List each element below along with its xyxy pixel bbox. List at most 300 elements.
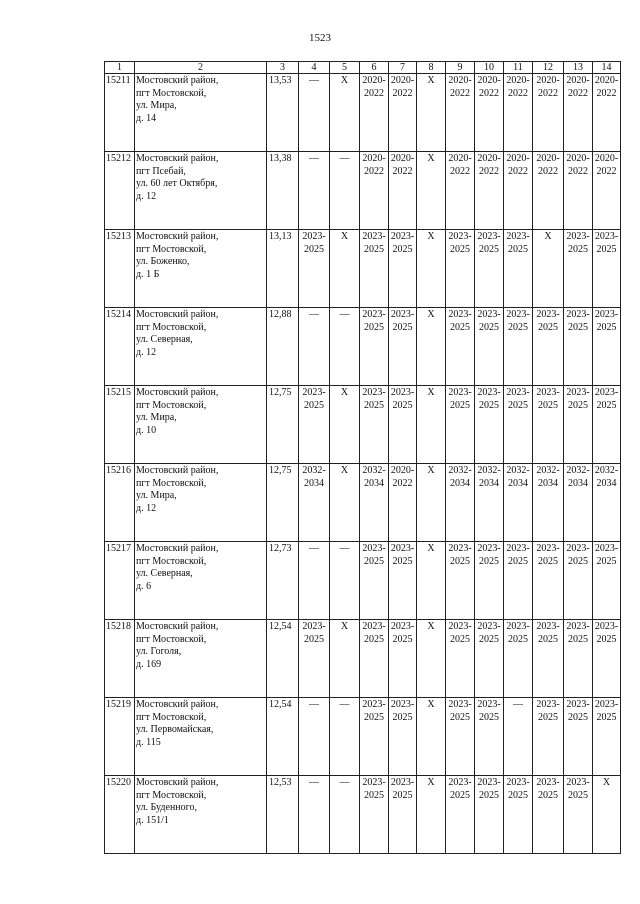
area-cell: 13,53: [267, 74, 299, 152]
period-end: 2022: [364, 165, 384, 177]
period-end: 2025: [364, 633, 384, 645]
area-cell: 12,73: [267, 542, 299, 620]
period-start: 2032-: [506, 465, 530, 476]
period-cell: [593, 386, 621, 464]
address-cell: [135, 74, 267, 152]
period-start: 2023-: [362, 309, 386, 320]
period-cell: [593, 542, 621, 620]
period-start: 2020-: [448, 153, 472, 164]
period-start: 2023-: [566, 387, 590, 398]
period-cell: [360, 542, 389, 620]
period-cell: [533, 386, 564, 464]
period-start: 2023-: [536, 543, 560, 554]
period-start: 2023-: [594, 387, 619, 398]
period-end: 2022: [538, 165, 558, 177]
period-end: 2022: [508, 165, 528, 177]
period-start: 2020-: [390, 153, 415, 164]
row-number-cell: 15216: [105, 464, 135, 542]
address-cell: [135, 386, 267, 464]
period-value: Х: [427, 387, 435, 398]
period-end: 2025: [508, 555, 528, 567]
period-value: [504, 308, 532, 334]
period-end: 2022: [450, 165, 470, 177]
table-row: [105, 776, 621, 854]
period-end: 2034: [568, 477, 588, 489]
address-line: ул. Боженко,: [136, 256, 190, 267]
period-value: [299, 464, 329, 490]
period-cell: [504, 74, 533, 152]
period-value: Х: [427, 465, 435, 476]
period-cell: [446, 776, 475, 854]
period-value: [360, 776, 388, 802]
period-end: 2025: [596, 633, 617, 645]
period-start: 2023-: [506, 387, 530, 398]
period-cell: [564, 152, 593, 230]
header-cell: 13: [564, 62, 593, 74]
period-cell: [564, 776, 593, 854]
period-start: 2020-: [506, 153, 530, 164]
table-row: [105, 698, 621, 776]
period-cell: [446, 698, 475, 776]
period-value: [533, 542, 563, 568]
period-value: [504, 74, 532, 100]
period-start: 2020-: [594, 75, 619, 86]
period-value: [360, 308, 388, 334]
period-cell: [533, 542, 564, 620]
period-cell: [417, 620, 446, 698]
period-end: 2025: [568, 789, 588, 801]
period-cell: [417, 308, 446, 386]
period-value: [533, 386, 563, 412]
period-value: [593, 308, 620, 334]
period-start: 2020-: [566, 75, 590, 86]
period-cell: [446, 386, 475, 464]
period-end: 2025: [568, 243, 588, 255]
period-cell: [564, 698, 593, 776]
period-value: [593, 542, 620, 568]
period-value: —: [339, 777, 350, 788]
period-start: 2023-: [536, 777, 560, 788]
period-start: 2023-: [448, 621, 472, 632]
period-end: 2025: [450, 789, 470, 801]
period-value: [564, 542, 592, 568]
period-start: 2020-: [477, 153, 501, 164]
period-cell: [299, 542, 330, 620]
period-end: 2025: [596, 243, 617, 255]
period-end: 2034: [508, 477, 528, 489]
period-cell: [360, 152, 389, 230]
period-end: 2025: [450, 555, 470, 567]
period-value: [446, 776, 474, 802]
period-end: 2025: [392, 633, 413, 645]
period-start: 2023-: [594, 309, 619, 320]
header-cell: 8: [417, 62, 446, 74]
area-cell: 13,38: [267, 152, 299, 230]
period-cell: [533, 308, 564, 386]
period-start: 2023-: [477, 387, 501, 398]
period-value: [504, 386, 532, 412]
period-end: 2025: [304, 633, 324, 645]
period-start: 2023-: [536, 309, 560, 320]
address-cell: [135, 776, 267, 854]
period-cell: [330, 464, 360, 542]
period-value: [504, 542, 532, 568]
period-end: 2022: [392, 165, 413, 177]
period-cell: [593, 620, 621, 698]
period-cell: [330, 230, 360, 308]
row-number-cell: 15218: [105, 620, 135, 698]
period-cell: [564, 542, 593, 620]
period-value: [389, 74, 416, 100]
period-start: 2023-: [362, 777, 386, 788]
period-start: 2023-: [566, 699, 590, 710]
period-cell: [299, 464, 330, 542]
period-start: 2023-: [390, 699, 415, 710]
period-value: —: [513, 699, 523, 710]
period-cell: [389, 464, 417, 542]
period-value: Х: [427, 231, 435, 242]
table-row: [105, 620, 621, 698]
period-start: 2020-: [566, 153, 590, 164]
period-value: Х: [340, 621, 349, 632]
period-end: 2022: [392, 87, 413, 99]
period-start: 2023-: [477, 621, 501, 632]
period-cell: [533, 74, 564, 152]
period-end: 2022: [596, 165, 617, 177]
period-cell: [389, 230, 417, 308]
period-end: 2025: [508, 789, 528, 801]
table-row: [105, 74, 621, 152]
period-value: [475, 308, 503, 334]
period-start: 2020-: [390, 465, 415, 476]
period-value: —: [309, 153, 319, 164]
period-start: 2023-: [477, 543, 501, 554]
period-value: [533, 152, 563, 178]
address-line: пгт Мостовской,: [136, 477, 207, 489]
period-end: 2025: [568, 711, 588, 723]
period-end: 2022: [479, 87, 499, 99]
period-cell: [446, 74, 475, 152]
period-end: 2022: [538, 87, 558, 99]
period-cell: [504, 542, 533, 620]
period-end: 2034: [304, 477, 324, 489]
period-cell: [417, 464, 446, 542]
area-cell: 12,88: [267, 308, 299, 386]
period-start: 2032-: [362, 465, 386, 476]
period-cell: [389, 386, 417, 464]
period-start: 2020-: [477, 75, 501, 86]
period-start: 2032-: [594, 465, 619, 476]
address-cell: [135, 542, 267, 620]
period-value: —: [339, 309, 350, 320]
period-value: [504, 776, 532, 802]
address-line: Мостовский район,: [136, 231, 219, 242]
period-value: Х: [427, 699, 435, 710]
period-value: [475, 698, 503, 724]
period-value: Х: [427, 777, 435, 788]
period-start: 2023-: [477, 699, 501, 710]
period-cell: [330, 542, 360, 620]
period-end: 2034: [596, 477, 617, 489]
period-cell: [504, 386, 533, 464]
address-line: ул. Северная,: [136, 334, 193, 345]
period-start: 2023-: [477, 309, 501, 320]
period-end: 2022: [479, 165, 499, 177]
period-cell: [330, 152, 360, 230]
period-cell: [475, 542, 504, 620]
period-start: 2023-: [362, 387, 386, 398]
header-cell: 9: [446, 62, 475, 74]
period-cell: [504, 698, 533, 776]
period-start: 2023-: [448, 543, 472, 554]
address-cell: [135, 308, 267, 386]
period-start: 2023-: [594, 621, 619, 632]
row-number-cell: 15214: [105, 308, 135, 386]
period-start: 2020-: [594, 153, 619, 164]
header-cell: 2: [135, 62, 267, 74]
table-row: [105, 230, 621, 308]
address-cell: [135, 464, 267, 542]
period-value: [446, 386, 474, 412]
period-start: 2023-: [390, 231, 415, 242]
period-start: 2023-: [362, 699, 386, 710]
period-value: [533, 74, 563, 100]
period-cell: [533, 230, 564, 308]
period-value: Х: [340, 75, 349, 86]
period-end: 2025: [508, 321, 528, 333]
period-value: [360, 152, 388, 178]
period-value: [533, 308, 563, 334]
period-start: 2020-: [390, 75, 415, 86]
period-end: 2034: [479, 477, 499, 489]
period-value: Х: [427, 621, 435, 632]
period-value: Х: [427, 153, 435, 164]
address-line: ул. 60 лет Октября,: [136, 178, 218, 189]
address-line: д. 115: [136, 736, 161, 748]
address-line: д. 12: [136, 346, 157, 358]
period-value: [389, 152, 416, 178]
period-start: 2023-: [390, 309, 415, 320]
period-cell: [446, 230, 475, 308]
area-cell: 12,54: [267, 620, 299, 698]
period-value: —: [309, 75, 319, 86]
period-start: 2023-: [302, 621, 326, 632]
address-line: пгт Мостовской,: [136, 711, 207, 723]
address-line: Мостовский район,: [136, 153, 219, 164]
period-value: Х: [602, 777, 611, 788]
period-end: 2025: [479, 555, 499, 567]
address-line: Мостовский район,: [136, 75, 219, 86]
period-cell: [504, 152, 533, 230]
address-line: ул. Мира,: [136, 412, 177, 423]
period-end: 2025: [392, 555, 413, 567]
period-start: 2023-: [448, 309, 472, 320]
period-value: [504, 464, 532, 490]
period-start: 2032-: [477, 465, 501, 476]
period-value: [299, 230, 329, 256]
period-cell: [593, 776, 621, 854]
address-line: д. 6: [136, 580, 152, 592]
period-cell: [417, 386, 446, 464]
address-line: д. 10: [136, 424, 157, 436]
period-cell: [417, 698, 446, 776]
header-row: [105, 62, 621, 74]
address-cell: [135, 620, 267, 698]
period-start: 2032-: [536, 465, 560, 476]
period-start: 2020-: [448, 75, 472, 86]
period-end: 2025: [450, 243, 470, 255]
address-line: ул. Буденного,: [136, 802, 197, 813]
period-cell: [417, 542, 446, 620]
period-cell: [475, 776, 504, 854]
period-start: 2023-: [536, 621, 560, 632]
period-cell: [475, 152, 504, 230]
period-cell: [593, 308, 621, 386]
period-value: [533, 620, 563, 646]
header-cell: 14: [593, 62, 621, 74]
period-cell: [417, 152, 446, 230]
period-start: 2023-: [390, 621, 415, 632]
period-cell: [475, 620, 504, 698]
period-value: [389, 776, 416, 802]
period-value: [475, 152, 503, 178]
period-start: 2032-: [302, 465, 326, 476]
period-cell: [475, 230, 504, 308]
period-end: 2025: [568, 633, 588, 645]
period-value: [299, 386, 329, 412]
period-cell: [564, 308, 593, 386]
period-end: 2022: [568, 87, 588, 99]
period-end: 2025: [479, 399, 499, 411]
period-end: 2025: [304, 399, 324, 411]
row-number-cell: 15212: [105, 152, 135, 230]
period-end: 2025: [538, 555, 558, 567]
period-value: [564, 776, 592, 802]
period-start: 2023-: [390, 387, 415, 398]
address-line: Мостовский район,: [136, 699, 219, 710]
period-start: 2023-: [390, 777, 415, 788]
period-value: Х: [427, 543, 435, 554]
period-start: 2023-: [536, 699, 560, 710]
period-end: 2025: [479, 633, 499, 645]
area-cell: 12,75: [267, 386, 299, 464]
period-value: [446, 542, 474, 568]
period-value: [360, 542, 388, 568]
table-row: [105, 542, 621, 620]
row-number-cell: 15219: [105, 698, 135, 776]
period-value: [564, 386, 592, 412]
table-row: [105, 386, 621, 464]
period-value: Х: [544, 231, 552, 242]
period-value: [475, 230, 503, 256]
period-start: 2023-: [362, 231, 386, 242]
period-value: [360, 464, 388, 490]
address-line: д. 169: [136, 658, 162, 670]
period-end: 2025: [538, 399, 558, 411]
period-cell: [564, 74, 593, 152]
period-cell: [299, 308, 330, 386]
period-cell: [360, 230, 389, 308]
period-start: 2023-: [302, 387, 326, 398]
period-end: 2025: [392, 789, 413, 801]
period-cell: [564, 464, 593, 542]
address-line: д. 12: [136, 502, 157, 514]
period-value: Х: [427, 75, 435, 86]
period-start: 2023-: [448, 777, 472, 788]
period-cell: [299, 698, 330, 776]
period-value: [360, 74, 388, 100]
period-start: 2023-: [362, 543, 386, 554]
period-end: 2025: [596, 555, 617, 567]
period-cell: [446, 464, 475, 542]
period-end: 2025: [508, 243, 528, 255]
period-value: [389, 542, 416, 568]
period-start: 2023-: [477, 777, 501, 788]
period-value: [389, 698, 416, 724]
period-value: [389, 230, 416, 256]
header-cell: 3: [267, 62, 299, 74]
period-start: 2023-: [566, 777, 590, 788]
period-cell: [299, 230, 330, 308]
address-line: ул. Гоголя,: [136, 646, 182, 657]
period-value: [504, 230, 532, 256]
period-cell: [330, 386, 360, 464]
address-line: д. 14: [136, 112, 157, 124]
period-end: 2025: [364, 789, 384, 801]
period-cell: [475, 698, 504, 776]
period-value: Х: [340, 387, 349, 398]
period-cell: [533, 776, 564, 854]
period-start: 2020-: [362, 153, 386, 164]
period-end: 2025: [364, 555, 384, 567]
period-end: 2025: [596, 399, 617, 411]
period-start: 2023-: [566, 543, 590, 554]
period-cell: [299, 620, 330, 698]
period-start: 2020-: [362, 75, 386, 86]
address-line: пгт Мостовской,: [136, 555, 207, 567]
period-cell: [330, 620, 360, 698]
period-cell: [360, 620, 389, 698]
period-cell: [417, 230, 446, 308]
period-cell: [389, 74, 417, 152]
period-end: 2022: [508, 87, 528, 99]
period-start: 2023-: [566, 621, 590, 632]
period-cell: [475, 74, 504, 152]
period-start: 2020-: [536, 153, 560, 164]
period-end: 2025: [450, 711, 470, 723]
period-value: [593, 152, 620, 178]
address-line: пгт Мостовской,: [136, 789, 207, 801]
address-line: Мостовский район,: [136, 777, 219, 788]
period-value: [389, 386, 416, 412]
period-value: [593, 620, 620, 646]
period-cell: [330, 776, 360, 854]
period-start: 2023-: [594, 231, 619, 242]
address-line: пгт Мостовской,: [136, 633, 207, 645]
period-end: 2025: [364, 711, 384, 723]
period-end: 2025: [450, 321, 470, 333]
period-end: 2025: [508, 399, 528, 411]
period-value: [564, 230, 592, 256]
period-value: [564, 698, 592, 724]
period-start: 2020-: [536, 75, 560, 86]
header-cell: 6: [360, 62, 389, 74]
period-value: [533, 464, 563, 490]
period-value: [360, 230, 388, 256]
period-cell: [564, 230, 593, 308]
period-value: [475, 776, 503, 802]
period-cell: [533, 620, 564, 698]
